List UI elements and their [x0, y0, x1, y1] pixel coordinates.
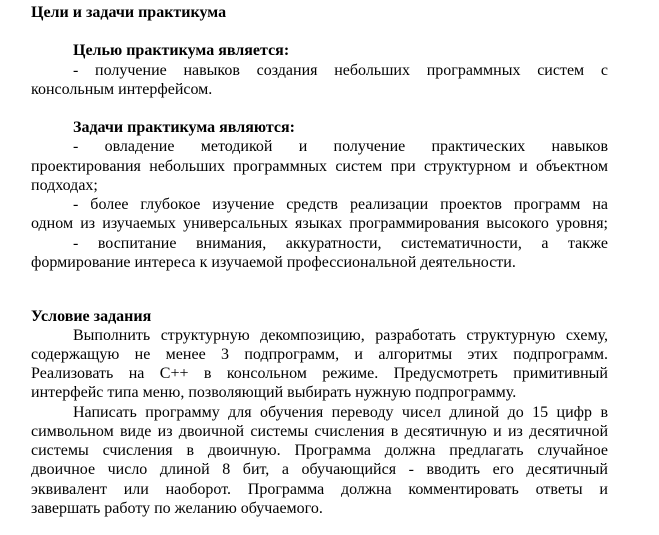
- condition-line: Реализовать на C++ в консольном режиме. Предусмотреть примитивный: [31, 365, 608, 382]
- goal-label: Целью практикума является:: [73, 42, 290, 59]
- task-line: формирование интереса к изучаемой профессиональной деятельности.: [31, 254, 516, 271]
- condition-line: Выполнить структурную декомпозицию, разработать структурную схему,: [73, 327, 608, 344]
- condition-line: содержащую не менее 3 подпрограмм, и алгоритмы этих подпрограмм.: [31, 346, 608, 363]
- condition-line: символьном виде из двоичной системы счисления в десятичную и из десятичной: [31, 423, 608, 440]
- condition-line: завершать работу по желанию обучаемого.: [31, 500, 323, 517]
- condition-line: системы счисления в двоичную. Программа должна предлагать случайное: [31, 442, 608, 459]
- task-line: - воспитание внимания, аккуратности, систематичности, а также: [73, 235, 608, 252]
- goal-line: консольным интерфейсом.: [31, 81, 213, 98]
- goal-line: - получение навыков создания небольших программных систем с: [73, 62, 608, 79]
- task-line: - более глубокое изучение средств реализации проектов программ на: [73, 196, 608, 213]
- task-line: одном из изучаемых универсальных языках программирования высокого уровня;: [31, 215, 608, 232]
- tasks-label: Задачи практикума являются:: [73, 119, 295, 136]
- condition-line: интерфейс типа меню, позволяющий выбирать нужную подпрограмму.: [31, 384, 517, 401]
- heading-condition: Условие задания: [31, 308, 152, 325]
- task-line: проектирования небольших программных систем при структурном и объектном: [31, 158, 608, 175]
- condition-line: эквивалент или наоборот. Программа должна комментировать ответы и: [31, 481, 608, 498]
- heading-goals: Цели и задачи практикума: [31, 4, 227, 21]
- task-line: подходах;: [31, 177, 98, 194]
- condition-line: Написать программу для обучения переводу чисел длиной до 15 цифр в: [73, 404, 608, 421]
- task-line: - овладение методикой и получение практических навыков: [73, 138, 608, 155]
- condition-line: двоичное число длиной 8 бит, а обучающийся - вводить его десятичный: [31, 461, 608, 478]
